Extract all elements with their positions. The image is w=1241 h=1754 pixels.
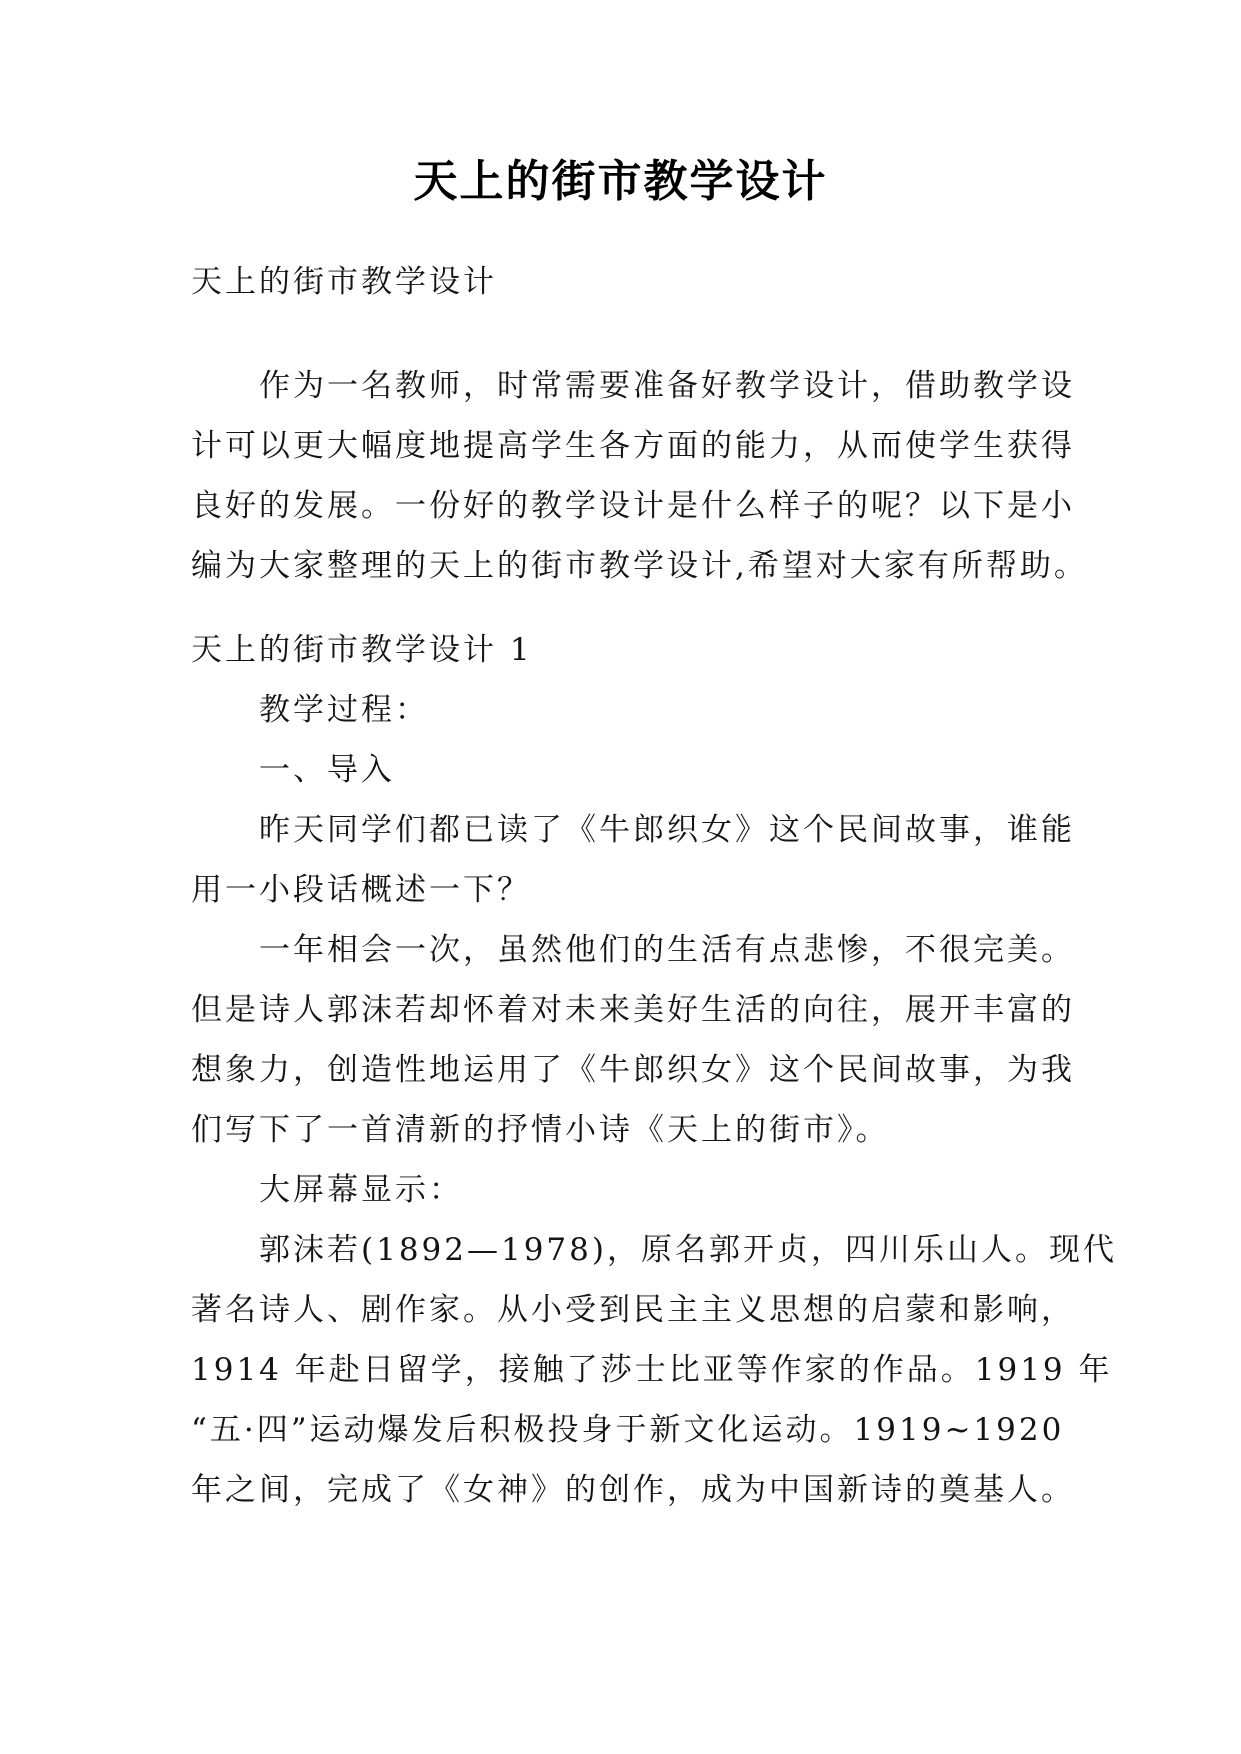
process-label: 教学过程： bbox=[259, 692, 429, 728]
document-subtitle bbox=[191, 252, 1061, 312]
document-title: 天上的街市教学设计 bbox=[413, 156, 828, 207]
paragraph-line: 计可以更大幅度地提高学生各方面的能力，从而使学生获得 bbox=[191, 428, 1075, 464]
subtitle-line: 天上的街市教学设计 bbox=[191, 264, 497, 300]
intro-paragraph bbox=[191, 356, 1088, 596]
paragraph-line: 用一小段话概述一下？ bbox=[191, 872, 531, 908]
section-title: 天上的街市教学设计 1 bbox=[191, 632, 533, 668]
paragraph-line: 想象力，创造性地运用了《牛郎织女》这个民间故事，为我 bbox=[191, 1052, 1075, 1088]
paragraph-line: 编为大家整理的天上的街市教学设计,希望对大家有所帮助。 bbox=[191, 548, 1088, 584]
paragraph-line: 昨天同学们都已读了《牛郎织女》这个民间故事，谁能 bbox=[259, 812, 1075, 848]
paragraph-line: 但是诗人郭沫若却怀着对未来美好生活的向往，展开丰富的 bbox=[191, 992, 1075, 1028]
section-body bbox=[191, 620, 1117, 1520]
step-heading: 一、导入 bbox=[259, 752, 395, 788]
paragraph-line: 郭沫若(1892—1978)，原名郭开贞，四川乐山人。现代 bbox=[259, 1232, 1117, 1268]
paragraph-line: 年之间，完成了《女神》的创作，成为中国新诗的奠基人。 bbox=[191, 1472, 1075, 1508]
paragraph-line: “五·四”运动爆发后积极投身于新文化运动。1919~1920 bbox=[191, 1412, 1065, 1448]
paragraph-line: 著名诗人、剧作家。从小受到民主主义思想的启蒙和影响， bbox=[191, 1292, 1075, 1328]
paragraph-line: 们写下了一首清新的抒情小诗《天上的街市》。 bbox=[191, 1112, 890, 1148]
paragraph-line: 良好的发展。一份好的教学设计是什么样子的呢？以下是小 bbox=[191, 488, 1075, 524]
paragraph-line: 1914 年赴日留学，接触了莎士比亚等作家的作品。1919 年 bbox=[191, 1352, 1113, 1388]
screen-label: 大屏幕显示： bbox=[259, 1172, 463, 1208]
paragraph-line: 作为一名教师，时常需要准备好教学设计，借助教学设 bbox=[259, 368, 1075, 404]
paragraph-line: 一年相会一次，虽然他们的生活有点悲惨，不很完美。 bbox=[259, 932, 1075, 968]
